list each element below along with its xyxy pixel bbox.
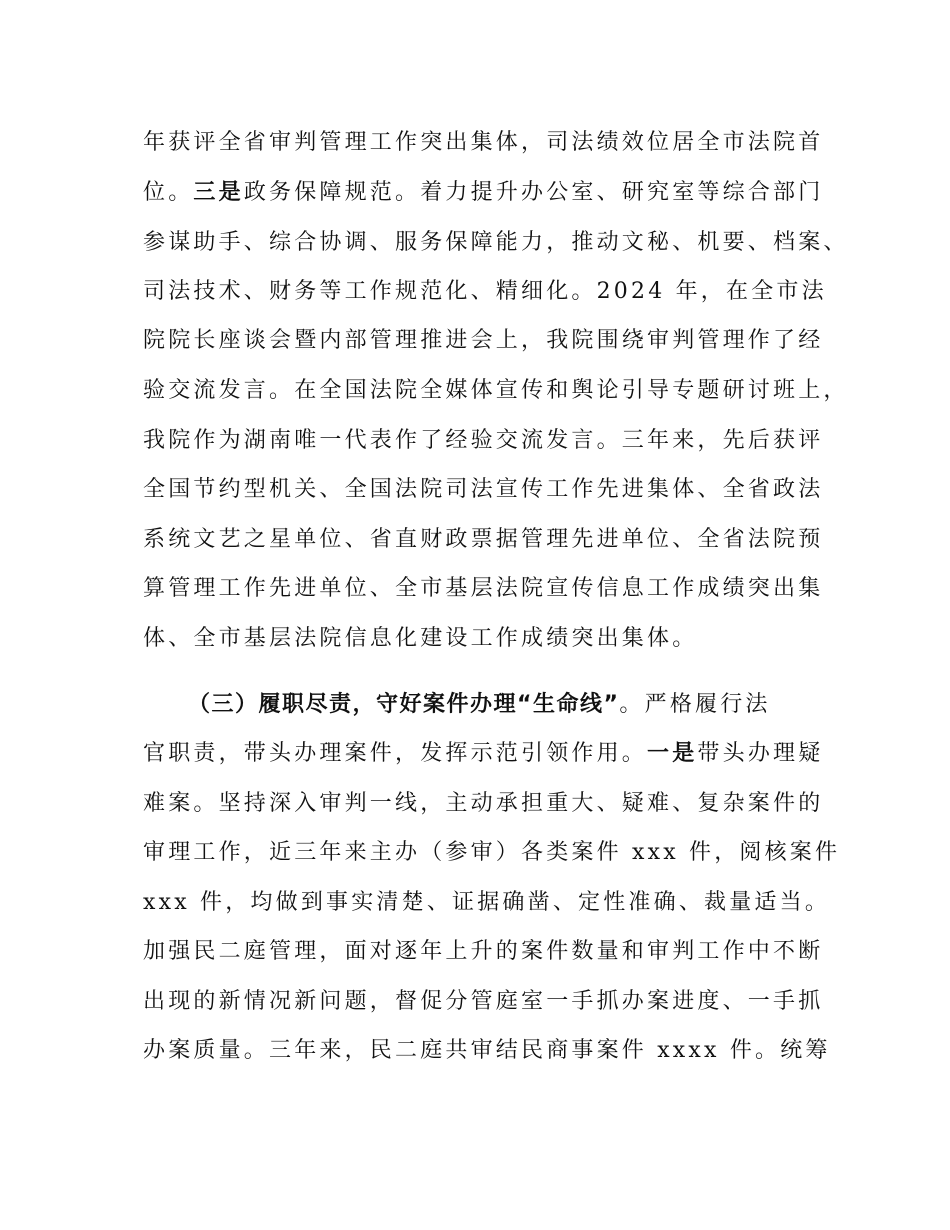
text-line: 全国节约型机关、全国法院司法宣传工作先进集体、全省政法 [143,477,824,502]
text-line: 我院作为湖南唯一代表作了经验交流发言。三年来，先后获评 [143,428,824,453]
text-line: 加强民二庭管理，面对逐年上升的案件数量和审判工作中不断 [143,939,824,964]
text-line: 审理工作，近三年来主办（参审）各类案件 xxx 件，阅核案件 [143,840,841,865]
bold-keyword: 一是 [647,741,698,766]
text-line: 算管理工作先进单位、全市基层法院宣传信息工作成绩突出集 [143,576,824,601]
text-segment: 政务保障规范。着力提升办公室、研究室等综合部门 [243,180,824,205]
text-segment: 位。 [143,180,194,205]
text-line: 验交流发言。在全国法院全媒体宣传和舆论引导专题研讨班上， [143,378,849,403]
text-line: 参谋助手、综合协调、服务保障能力，推动文秘、机要、档案、 [143,230,849,255]
text-line: 系统文艺之星单位、省直财政票据管理先进单位、全省法院预 [143,527,824,552]
text-line: 体、全市基层法院信息化建设工作成绩突出集体。 [143,626,698,651]
text-line: 年获评全省审判管理工作突出集体，司法绩效位居全市法院首 [143,130,824,155]
text-segment: 带头办理疑 [697,741,824,766]
text-line [143,739,843,769]
text-segment: 官职责，带头办理案件，发挥示范引领作用。 [143,741,648,766]
text-line: 院院长座谈会暨内部管理推进会上，我院围绕审判管理作了经 [143,328,824,353]
text-line: 难案。坚持深入审判一线，主动承担重大、疑难、复杂案件的 [143,791,824,816]
text-line: xxx 件，均做到事实清楚、证据确凿、定性准确、裁量适当。 [143,890,831,915]
text-line: 办案质量。三年来，民二庭共审结民商事案件 xxxx 件。统筹 [143,1038,831,1063]
text-line [143,178,843,208]
text-segment: 。严格履行法 [619,692,771,717]
text-line: 司法技术、财务等工作规范化、精细化。2024 年，在全市法 [143,279,827,304]
section-heading-line [188,690,888,720]
text-line: 出现的新情况新问题，督促分管庭室一手抓办案进度、一手抓 [143,989,824,1014]
section-heading: （三）履职尽责，守好案件办理“生命线” [188,692,620,717]
bold-keyword: 三是 [193,180,244,205]
